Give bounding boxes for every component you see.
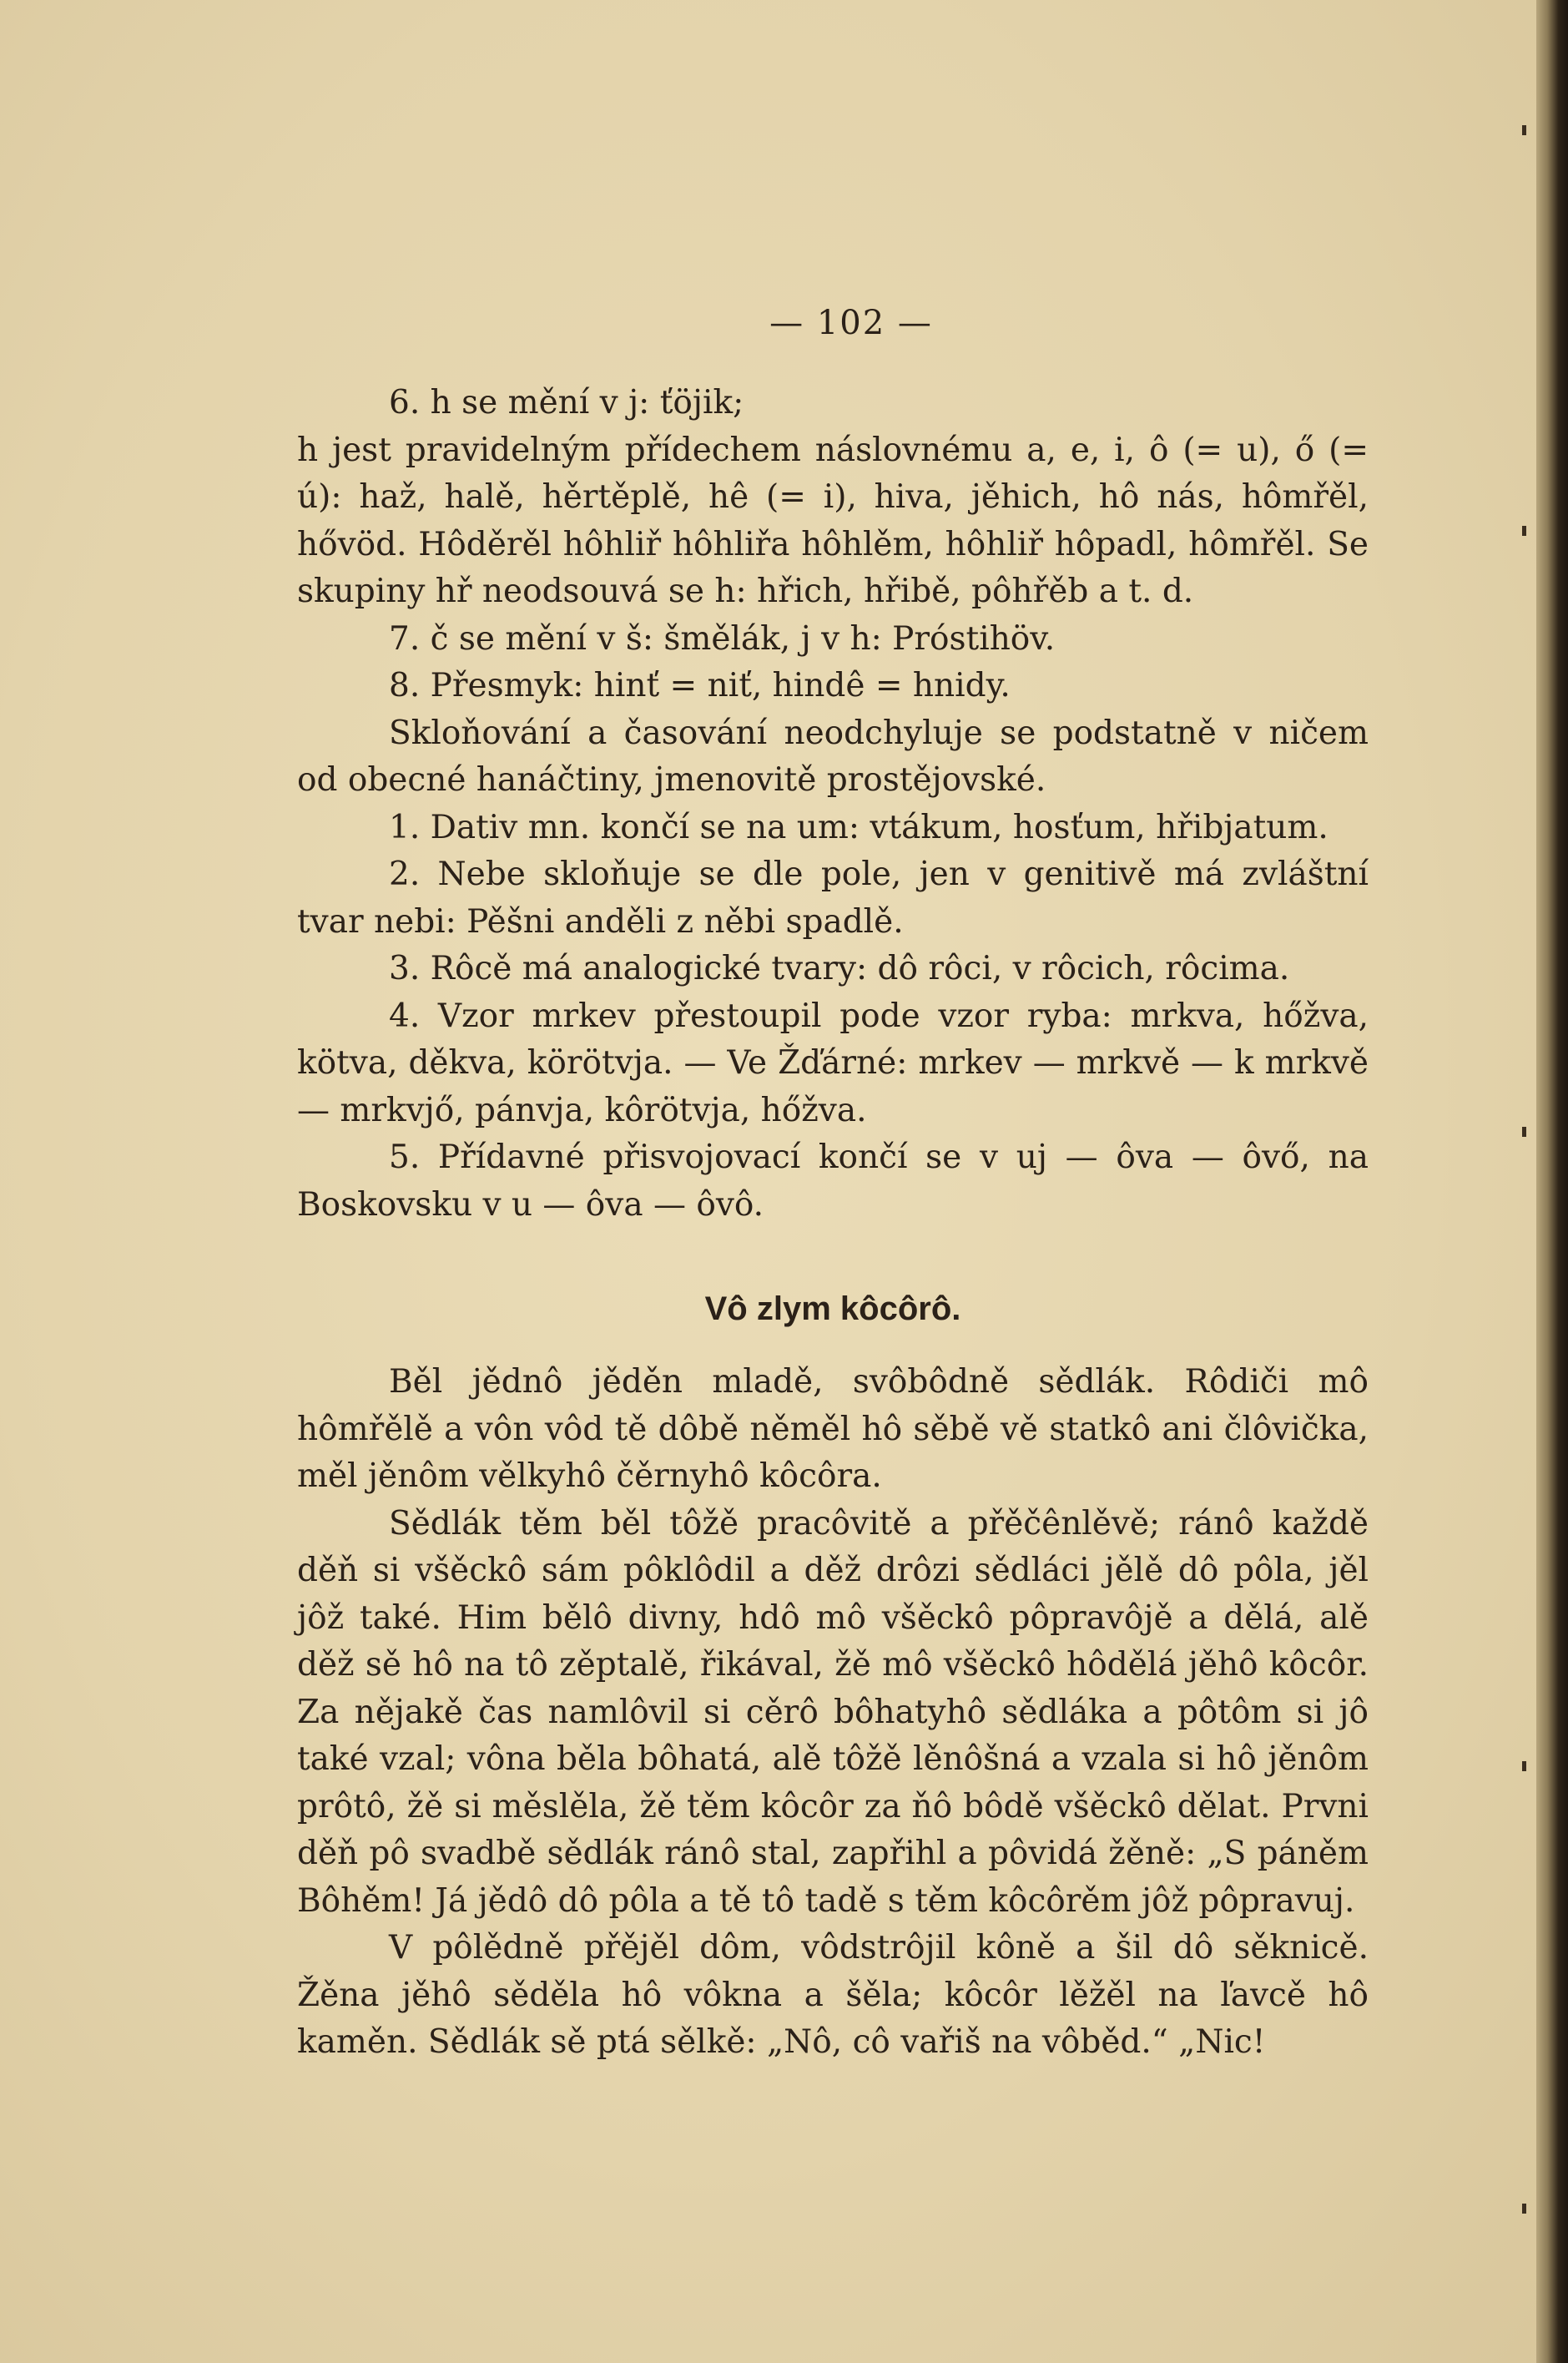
story-title: Vô zlym kôcôrô.	[704, 1290, 961, 1327]
spine-mark	[1522, 1127, 1526, 1137]
text-block	[297, 380, 1369, 2067]
declension-3: 3. Rôcě má analogické tvary: dô rôci, v rôcich, rôcima.	[389, 950, 1290, 987]
story-paragraph: Sědlák těm běl tôžě pracôvitě a přěčênlěvě; ránô každě děň si všěckô sám pôklôdil a děž drôzi sědláci jělě dô pôla, jěl jôž také. Him bělô divny, hdô mô všěckô pôpravôjě a dělá, alě děž sě hô na tô zěptalě, řikával, žě mô všěckô hôdělá jěhô kôcôr. Za nějakě čas namlôvil si cěrô bôhatyhô sědláka a pôtôm si jô také vzal; vôna běla bôhatá, alě tôžě lěnôšná a vzala si hô jěnôm prôtô, žě si měslěla, žě těm kôcôr za ňô bôdě všěckô dělat. Prvni děň pô svadbě sědlák ránô stal, zapřihl a pôvidá žěně: „S páněm Bôhěm! Já jědô dô pôla a tě tô tadě s těm kôcôrěm jôž pôpravuj.	[297, 1504, 1369, 1920]
declension-5: 5. Přídavné přisvojovací končí se v uj — ôva — ôvő, na Boskovsku v u — ôva — ôvô.	[297, 1139, 1369, 1224]
spine-mark	[1522, 526, 1526, 536]
note-6-detail: h jest pravidelným přídechem náslovnému a, e, i, ô (= u), ő (= ú): haž, halě, hěrtěplě, hê (= i), hiva, jěhich, hô nás, hômřěl, hővöd. Hôděrěl hôhliř hôhliřa hôhlěm, hôhliř hôpadl, hômřěl. Se skupiny hř neodsouvá se h: hřich, hřibě, pôhřěb a t. d.	[297, 431, 1369, 610]
spine-mark	[1522, 1761, 1526, 1771]
page-number: — 102 —	[769, 304, 933, 342]
declension-4: 4. Vzor mrkev přestoupil pode vzor ryba: mrkva, hőžva, kötva, děkva, körötvja. — Ve Žďárné: mrkev — mrkvě — k mrkvě — mrkvjő, pánvja, kôrötvja, hőžva.	[297, 997, 1369, 1129]
book-spine	[1536, 0, 1568, 2363]
spine-mark	[1522, 125, 1526, 135]
story-paragraph: V pôlědně přějěl dôm, vôdstrôjil kôně a šil dô sěknicě. Žěna jěhô sěděla hô vôkna a šěla; kôcôr lěžěl na ľavcě hô kaměn. Sědlák sě ptá sělkě: „Nô, cô vařiš na vôběd.“ „Nic!	[297, 1929, 1369, 2061]
note-7: 7. č se mění v š: šmělák, j v h: Próstihöv.	[389, 619, 1056, 658]
declension-1: 1. Dativ mn. končí se na um: vtákum, hosťum, hřibjatum.	[389, 808, 1329, 846]
story-body	[297, 1359, 1369, 2067]
note-8: 8. Přesmyk: hinť = niť, hindê = hnidy.	[389, 667, 1011, 704]
spine-mark	[1522, 2204, 1526, 2214]
note-6: 6. h se mění v j: ťöjik;	[389, 384, 744, 422]
story-paragraph: Běl jědnô jěděn mladě, svôbôdně sědlák. Rôdiči mô hômřělě a vôn vôd tě dôbě něměl hô sěbě vě statkô ani člôvička, měl jěnôm vělkyhô čěrnyhô kôcôra.	[297, 1363, 1369, 1495]
declension-2: 2. Nebe skloňuje se dle pole, jen v genitivě má zvláštní tvar nebi: Pěšni anděli z něbi spadlě.	[297, 856, 1369, 941]
declension-intro: Skloňování a časování neodchyluje se podstatně v ničem od obecné hanáčtiny, jmenovitě prostějovské.	[297, 714, 1369, 799]
